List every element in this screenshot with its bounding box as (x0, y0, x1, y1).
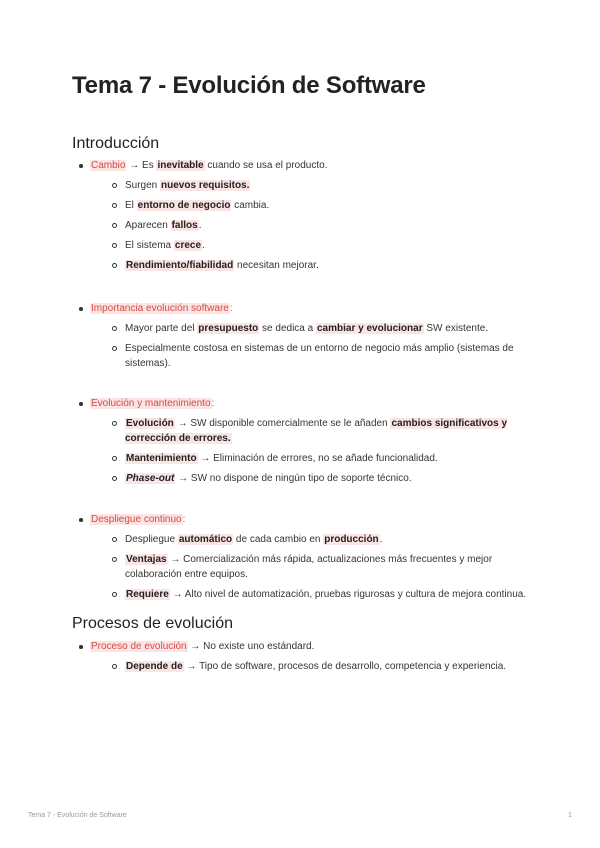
section-heading-introduccion: Introducción (72, 135, 160, 152)
text: → SW disponible comercialmente se le añaden (174, 418, 391, 429)
list-item (90, 258, 528, 273)
text: El (125, 200, 137, 211)
highlight: Rendimiento/fiabilidad (126, 260, 234, 271)
text: se dedica a (259, 323, 316, 334)
text: → SW no dispone de ningún tipo de soporte técnico. (175, 473, 412, 484)
list-item (90, 238, 528, 253)
cambio-label: Cambio (91, 160, 126, 171)
highlight: inevitable (157, 160, 204, 171)
sublist (90, 178, 528, 273)
text: : (211, 398, 215, 409)
highlight: Depende de (126, 661, 183, 672)
list-item (90, 659, 528, 674)
cambio-block (72, 158, 528, 273)
list-item (90, 471, 528, 486)
list-item (90, 218, 528, 233)
text: : (229, 303, 233, 314)
text: : (182, 514, 186, 525)
highlight: Evolución (126, 418, 174, 429)
importancia-block (72, 301, 528, 371)
list-item (72, 158, 528, 273)
highlight: entorno de negocio (137, 200, 231, 211)
sublist (90, 532, 528, 602)
list-item (90, 451, 528, 466)
text: Despliegue (125, 534, 178, 545)
highlight: cambiar y evolucionar (317, 323, 423, 334)
text: → Es (126, 160, 157, 171)
highlight: Mantenimiento (126, 453, 197, 464)
importancia-label: Importancia evolución software (91, 303, 229, 314)
list-item (90, 178, 528, 193)
text: cuando se usa el producto. (204, 160, 328, 171)
highlight: automático (178, 534, 233, 545)
footer-title: Tema 7 - Evolución de Software (28, 812, 127, 819)
list-item (72, 301, 528, 371)
sublist (90, 416, 528, 486)
highlight: cambios significativos y corrección de errores. (125, 418, 508, 444)
highlight: Ventajas (126, 554, 167, 565)
list-item (90, 587, 528, 602)
section-heading-procesos: Procesos de evolución (72, 615, 233, 632)
text: de cada cambio en (233, 534, 324, 545)
text: → Comercialización más rápida, actualizaciones más frecuentes y mejor colaboración entre equipos. (125, 554, 493, 580)
text: Aparecen (125, 220, 171, 231)
evolucion-block (72, 396, 528, 486)
text: El sistema (125, 240, 174, 251)
sublist (90, 659, 528, 674)
text: → Eliminación de errores, no se añade funcionalidad. (197, 453, 438, 464)
proceso-label: Proceso de evolución (91, 641, 187, 652)
text: . (202, 240, 205, 251)
despliegue-label: Despliegue continuo (91, 514, 182, 525)
highlight: producción (324, 534, 379, 545)
list-item (72, 512, 528, 602)
list-item (90, 198, 528, 213)
text: . (198, 220, 202, 231)
highlight: fallos (171, 220, 198, 231)
page-number: 1 (568, 812, 572, 819)
highlight: Requiere (126, 589, 169, 600)
text: necesitan mejorar. (234, 260, 319, 271)
text: → Alto nivel de automatización, pruebas rigurosas y cultura de mejora continua. (169, 589, 527, 600)
evolucion-label: Evolución y mantenimiento (91, 398, 211, 409)
highlight: Phase-out (126, 473, 175, 484)
text: SW existente. (423, 323, 489, 334)
list-item (90, 416, 528, 446)
text: . (379, 534, 383, 545)
highlight: presupuesto (198, 323, 259, 334)
list-item: Especialmente costosa en sistemas de un entorno de negocio más amplio (sistemas de sistemas). (90, 341, 528, 371)
text: → No existe uno estándard. (187, 641, 315, 652)
highlight: crece (174, 240, 202, 251)
page-title: Tema 7 - Evolución de Software (72, 72, 426, 99)
list-item (72, 639, 528, 674)
despliegue-block (72, 512, 528, 602)
highlight: nuevos requisitos. (161, 180, 250, 191)
list-item (90, 552, 528, 582)
list-item (72, 396, 528, 486)
sublist (90, 321, 528, 371)
text: cambia. (231, 200, 270, 211)
proceso-block (72, 639, 528, 674)
text: Mayor parte del (125, 323, 198, 334)
list-item (90, 532, 528, 547)
text: Surgen (125, 180, 161, 191)
list-item (90, 321, 528, 336)
text: → Tipo de software, procesos de desarrollo, competencia y experiencia. (183, 661, 507, 672)
